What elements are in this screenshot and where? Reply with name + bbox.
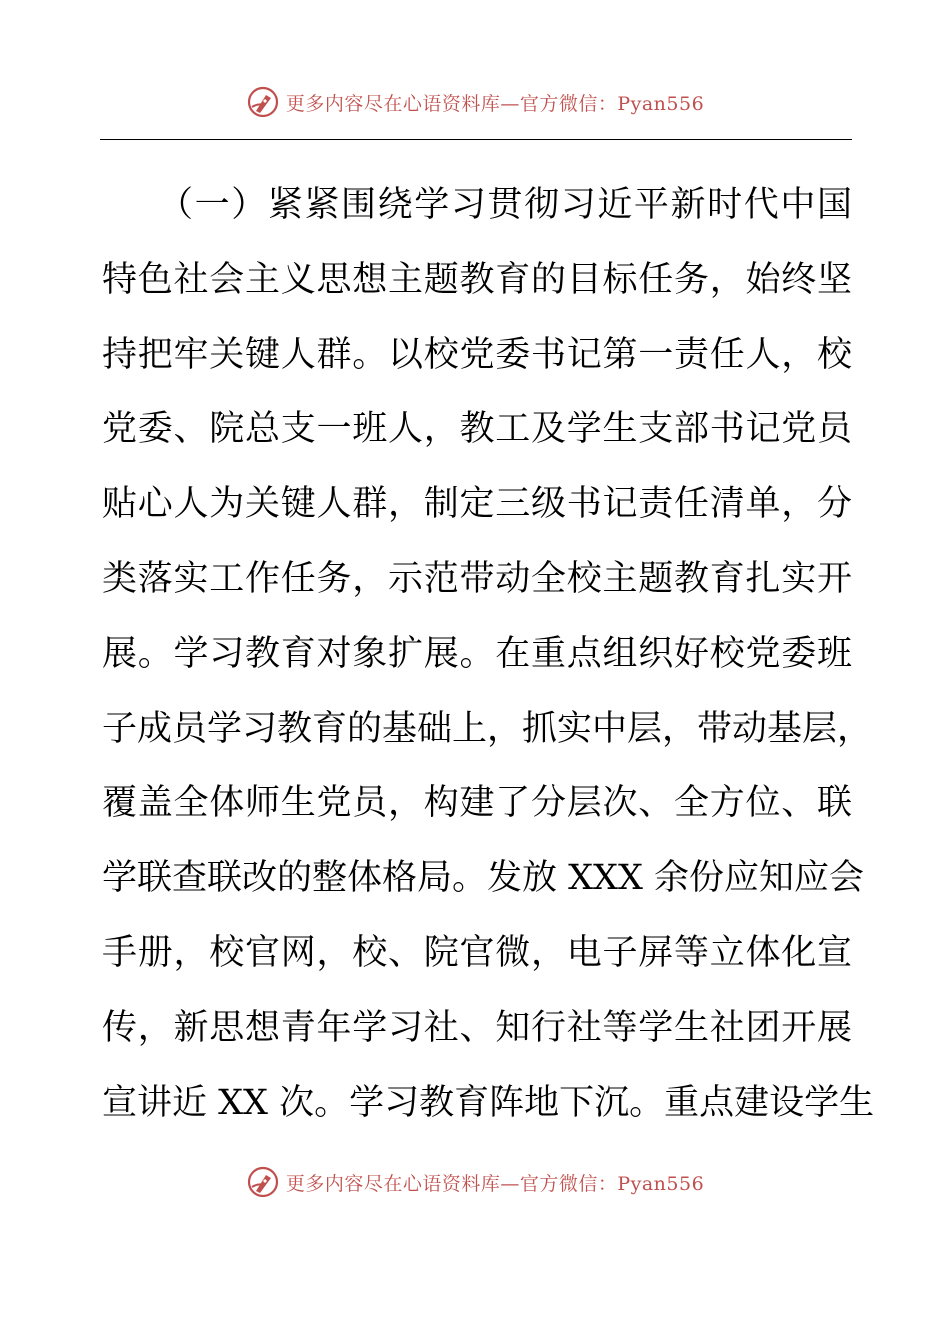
body-line: 党委、院总支一班人，教工及学生支部书记党员 (102, 409, 852, 450)
body-line: 学联查联改的整体格局。发放 XXX 余份应知应会 (102, 858, 865, 899)
body-line: 传，新思想青年学习社、知行社等学生社团开展 (102, 1007, 852, 1048)
body-line: 覆盖全体师生党员，构建了分层次、全方位、联 (102, 783, 852, 824)
document-body (102, 168, 875, 1140)
body-line: 类落实工作任务，示范带动全校主题教育扎实开 (102, 558, 852, 599)
body-line: 宣讲近 XX 次。学习教育阵地下沉。重点建设学生 (102, 1082, 875, 1123)
page-header (0, 82, 950, 122)
header-divider (100, 139, 852, 140)
body-line: 特色社会主义思想主题教育的目标任务，始终坚 (102, 259, 852, 300)
body-line: 贴心人为关键人群，制定三级书记责任清单，分 (102, 484, 852, 525)
body-line: 持把牢关键人群。以校党委书记第一责任人，校 (102, 334, 852, 375)
footer-brand-text: 更多内容尽在心语资料库—官方微信：Pyan556 (285, 1172, 705, 1195)
body-line: 展。学习教育对象扩展。在重点组织好校党委班 (102, 633, 852, 674)
page-footer (0, 1162, 950, 1202)
body-line: 子成员学习教育的基础上，抓实中层，带动基层， (102, 708, 873, 749)
pen-nib-logo-icon (246, 85, 280, 119)
header-brand-text: 更多内容尽在心语资料库—官方微信：Pyan556 (285, 92, 705, 115)
body-line: 手册，校官网，校、院官微，电子屏等立体化宣 (102, 932, 852, 973)
body-line: （一）紧紧围绕学习贯彻习近平新时代中国 (158, 185, 852, 225)
pen-nib-logo-icon (246, 1165, 280, 1199)
